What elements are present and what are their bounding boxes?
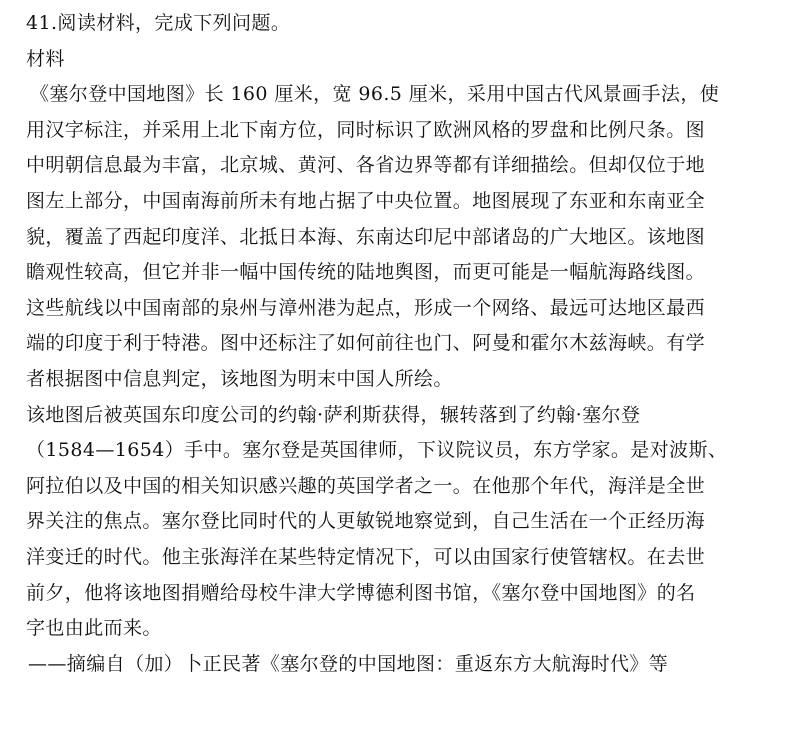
paragraph-1: [26, 77, 774, 397]
paragraph-1-line-8: 端的印度于利于特港。图中还标注了如何前往也门、阿曼和霍尔木兹海峡。有学: [26, 332, 706, 355]
paragraph-2-line-6: 前夕，他将该地图捐赠给母校牛津大学博德利图书馆，《塞尔登中国地图》的名: [26, 581, 696, 604]
section-label: 材料: [26, 47, 65, 70]
paragraph-2-line-5: 洋变迁的时代。他主张海洋在某些特定情况下，可以由国家行使管辖权。在去世: [26, 545, 706, 568]
paragraph-1-line-2: 用汉字标注，并采用上北下南方位，同时标识了欧洲风格的罗盘和比例尺条。图: [26, 118, 706, 141]
paragraph-1-line-9: 者根据图中信息判定，该地图为明末中国人所绘。: [26, 367, 453, 390]
paragraph-1-line-6: 瞻观性较高，但它并非一幅中国传统的陆地舆图，而更可能是一幅航海路线图。: [26, 261, 706, 284]
paragraph-2-line-2: （1584—1654）手中。塞尔登是英国律师，下议院议员，东方学家。是对波斯、: [26, 439, 728, 462]
paragraph-2-line-1: 该地图后被英国东印度公司的约翰·萨利斯获得，辗转落到了约翰·塞尔登: [26, 403, 641, 426]
source-citation: ——摘编自（加）卜正民著《塞尔登的中国地图：重返东方大航海时代》等: [28, 652, 669, 675]
question-title: 41.阅读材料，完成下列问题。: [26, 12, 291, 34]
paragraph-2-line-3: 阿拉伯以及中国的相关知识感兴趣的英国学者之一。在他那个年代，海洋是全世: [26, 474, 706, 497]
paragraph-2-line-7: 字也由此而来。: [26, 617, 162, 640]
paragraph-2-line-4: 界关注的焦点。塞尔登比同时代的人更敏锐地察觉到，自己生活在一个正经历海: [26, 510, 706, 533]
paragraph-1-line-7: 这些航线以中国南部的泉州与漳州港为起点，形成一个网络、最远可达地区最西: [26, 296, 706, 319]
paragraph-1-line-5: 貌，覆盖了西起印度洋、北抵日本海、东南达印尼中部诸岛的广大地区。该地图: [26, 225, 706, 248]
paragraph-1-line-3: 中明朝信息最为丰富，北京城、黄河、各省边界等都有详细描绘。但却仅位于地: [26, 154, 706, 177]
paragraph-1-line-4: 图左上部分，中国南海前所未有地占据了中央位置。地图展现了东亚和东南亚全: [26, 189, 706, 212]
paragraph-2: [26, 398, 774, 647]
paragraph-1-line-1: 《塞尔登中国地图》长 160 厘米，宽 96.5 厘米，采用中国古代风景画手法，使: [30, 83, 720, 106]
